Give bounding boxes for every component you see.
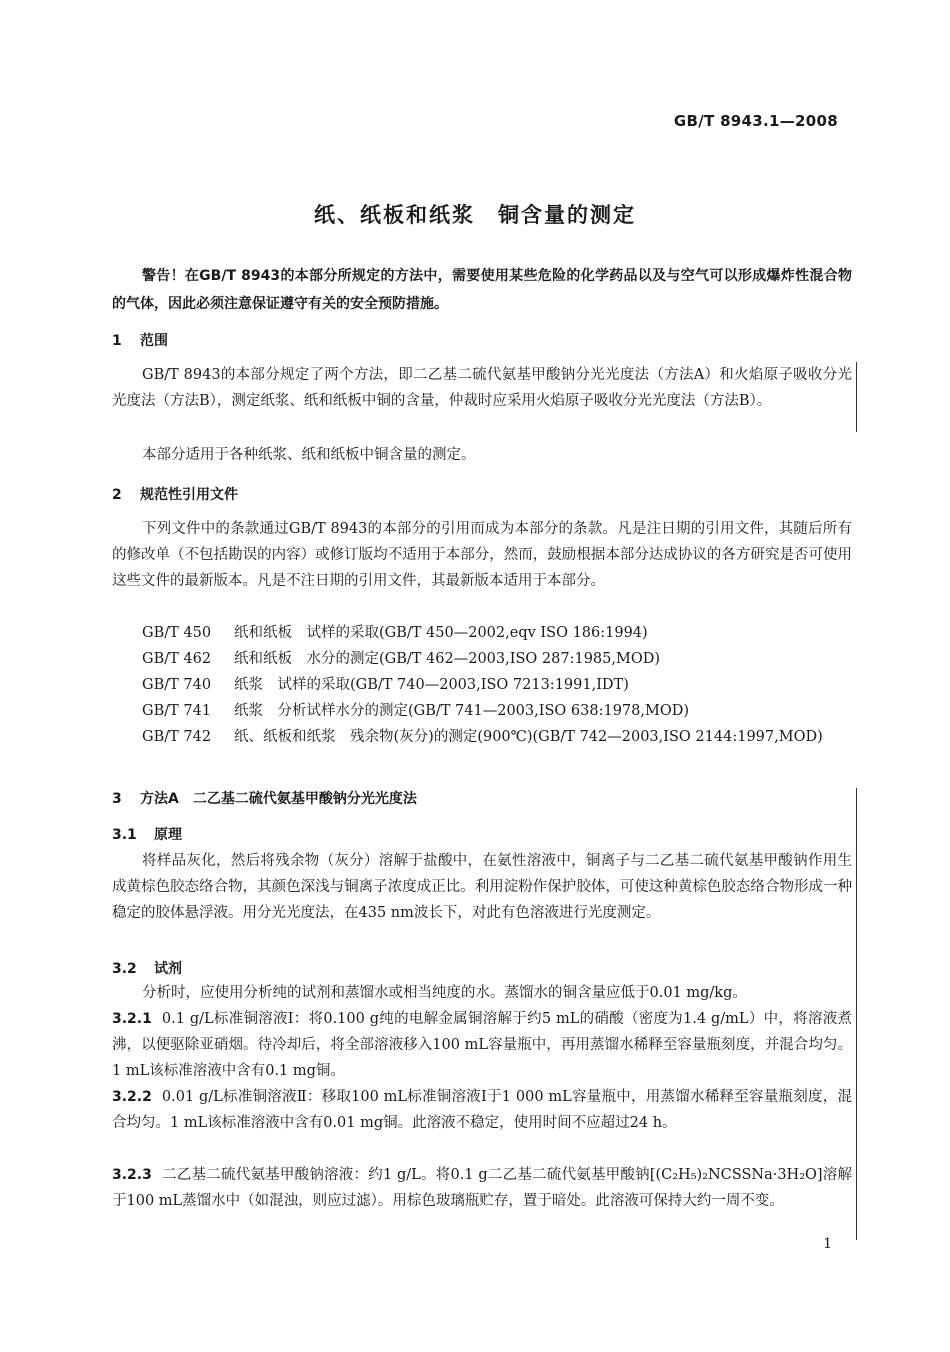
subsection-3-1-text: 将样品灰化，然后将残余物（灰分）溶解于盐酸中，在氨性溶液中，铜离子与二乙基二硫代氨基甲酸钠作用生成黄棕色胶态络合物，其颜色深浅与铜离子浓度成正比。利用淀粉作保护胶体，可使这种黄棕色胶态络合物形成一种稳定的胶体悬浮液。用分光光度法，在435 nm波长下，对此有色溶液进行光度测定。 <box>112 853 852 921</box>
reference-item <box>112 724 852 750</box>
subsection-text: 0.1 g/L标准铜溶液Ⅰ：将0.100 g纯的电解金属铜溶解于约5 mL的硝酸（密度为1.4 g/mL）中，将溶液煮沸，以便驱除亚硝烟。待冷却后，将全部溶液移入100 mL容量瓶中，再用蒸馏水稀释至容量瓶刻度，并混合均匀。1 mL该标准溶液中含有0.1 mg铜。 <box>112 1011 852 1079</box>
subsection-number: 3.1 <box>112 827 137 843</box>
page-number: 1 <box>823 1236 832 1252</box>
document-title: 纸、纸板和纸浆 铜含量的测定 <box>314 203 636 227</box>
reference-code: GB/T 450 <box>142 625 212 641</box>
section-title: 范围 <box>140 333 168 349</box>
section-2-heading <box>112 484 238 504</box>
warning-text: 警告！在GB/T 8943的本部分所规定的方法中，需要使用某些危险的化学药品以及与空气可以形成爆炸性混合物的气体，因此必须注意保证遵守有关的安全预防措施。 <box>112 268 852 312</box>
reference-code: GB/T 742 <box>142 729 212 745</box>
subsection-title: 试剂 <box>154 961 182 977</box>
reference-item <box>142 646 854 672</box>
subsection-text: 二乙基二硫代氨基甲酸钠溶液：约1 g/L。将0.1 g二乙基二硫代氨基甲酸钠[(C₂H₅)₂NCSSNa·3H₂O]溶解于100 mL蒸馏水中（如混浊，则应过滤）。用棕色玻璃瓶贮存，置于暗处。此溶液可保持大约一周不变。 <box>112 1167 852 1209</box>
subsection-number: 3.2.1 <box>112 1011 152 1027</box>
section-2-intro: 下列文件中的条款通过GB/T 8943的本部分的引用而成为本部分的条款。凡是注日期的引用文件，其随后所有的修改单（不包括勘误的内容）或修订版均不适用于本部分，然而，鼓励根据本部分达成协议的各方研究是否可使用这些文件的最新版本。凡是不注日期的引用文件，其最新版本适用于本部分。 <box>112 521 852 589</box>
subsection-3-2-heading <box>112 958 182 978</box>
section-1-paragraph-2: 本部分适用于各种纸浆、纸和纸板中铜含量的测定。 <box>142 447 476 463</box>
subsection-number: 3.2 <box>112 961 137 977</box>
reference-item <box>142 620 854 646</box>
change-bar <box>856 788 857 1240</box>
subsection-text: 0.01 g/L标准铜溶液Ⅱ：移取100 mL标准铜溶液Ⅰ于1 000 mL容量瓶中，用蒸馏水稀释至容量瓶刻度，混合均匀。1 mL该标准溶液中含有0.01 mg铜。此溶液不稳定，使用时间不应超过24 h。 <box>112 1089 852 1131</box>
reference-text: 纸和纸板 水分的测定(GB/T 462—2003,ISO 287:1985,MOD) <box>234 651 660 667</box>
section-1-paragraph-1: GB/T 8943的本部分规定了两个方法，即二乙基二硫代氨基甲酸钠分光光度法（方法A）和火焰原子吸收分光光度法（方法B），测定纸浆、纸和纸板中铜的含量，仲裁时应采用火焰原子吸收分光光度法（方法B）。 <box>112 367 852 409</box>
section-3-heading <box>112 788 417 808</box>
reference-code: GB/T 740 <box>142 677 212 693</box>
subsection-3-2-2 <box>112 1084 852 1136</box>
section-number: 1 <box>112 333 122 349</box>
section-1-heading <box>112 330 168 350</box>
subsection-3-2-3 <box>112 1162 852 1214</box>
section-title: 规范性引用文件 <box>140 487 238 503</box>
subsection-number: 3.2.2 <box>112 1089 152 1105</box>
reference-text: 纸浆 分析试样水分的测定(GB/T 741—2003,ISO 638:1978,MOD) <box>234 703 689 719</box>
reference-text: 纸浆 试样的采取(GB/T 740—2003,ISO 7213:1991,IDT) <box>234 677 629 693</box>
reference-text: 纸、纸板和纸浆 残余物(灰分)的测定(900℃)(GB/T 742—2003,ISO 2144:1997,MOD) <box>234 729 823 745</box>
subsection-3-2-text: 分析时，应使用分析纯的试剂和蒸馏水或相当纯度的水。蒸馏水的铜含量应低于0.01 mg/kg。 <box>142 985 747 1001</box>
reference-code: GB/T 741 <box>142 703 212 719</box>
subsection-3-2-1 <box>112 1006 852 1084</box>
section-number: 3 <box>112 791 122 807</box>
reference-code: GB/T 462 <box>142 651 212 667</box>
reference-item <box>142 698 854 724</box>
subsection-number: 3.2.3 <box>112 1167 152 1183</box>
standard-code: GB/T 8943.1—2008 <box>673 112 838 130</box>
reference-item <box>142 672 854 698</box>
reference-text: 纸和纸板 试样的采取(GB/T 450—2002,eqv ISO 186:1994) <box>234 625 648 641</box>
subsection-title: 原理 <box>154 827 182 843</box>
change-bar <box>856 362 857 432</box>
subsection-3-1-heading <box>112 824 182 844</box>
section-number: 2 <box>112 487 122 503</box>
section-title: 方法A 二乙基二硫代氨基甲酸钠分光光度法 <box>140 791 417 807</box>
